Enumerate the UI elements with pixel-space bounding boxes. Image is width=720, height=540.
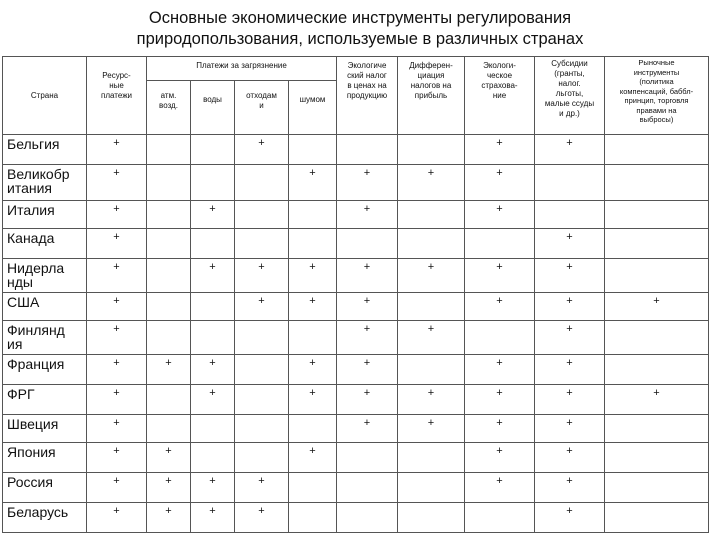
mark-cell xyxy=(235,259,289,293)
mark-cell xyxy=(465,135,535,165)
mark-cell xyxy=(235,201,289,229)
mark-cell xyxy=(337,321,398,355)
mark-cell xyxy=(87,321,147,355)
plus-mark: + xyxy=(363,167,371,179)
table-body xyxy=(3,57,709,533)
mark-cell xyxy=(465,229,535,259)
country-cell: Нидерла нды xyxy=(3,259,87,293)
plus-mark: + xyxy=(363,357,371,369)
header-subsidies: Субсидии (гранты, налог. льготы, малые ссуды и др.) xyxy=(535,57,605,135)
plus-mark: + xyxy=(113,445,120,457)
plus-mark: + xyxy=(566,357,573,369)
plus-mark: + xyxy=(566,475,573,487)
mark-cell xyxy=(191,355,235,385)
mark-cell xyxy=(235,355,289,385)
mark-cell xyxy=(147,385,191,415)
plus-mark: + xyxy=(309,167,316,179)
mark-cell xyxy=(87,473,147,503)
mark-cell xyxy=(337,503,398,533)
header-resource-payments: Ресурс- ные платежи xyxy=(87,57,147,135)
mark-cell xyxy=(605,293,709,321)
country-cell: Канада xyxy=(3,229,87,259)
mark-cell xyxy=(191,165,235,201)
mark-cell xyxy=(87,165,147,201)
plus-mark: + xyxy=(165,505,172,517)
table-row xyxy=(3,165,709,201)
mark-cell xyxy=(235,135,289,165)
mark-cell xyxy=(191,229,235,259)
plus-mark: + xyxy=(113,323,120,335)
mark-cell xyxy=(191,321,235,355)
plus-mark: + xyxy=(363,295,371,307)
country-cell: ФРГ xyxy=(3,385,87,415)
mark-cell xyxy=(147,443,191,473)
plus-mark: + xyxy=(113,137,120,149)
plus-mark: + xyxy=(209,203,216,215)
mark-cell xyxy=(465,415,535,443)
plus-mark: + xyxy=(427,323,435,335)
mark-cell xyxy=(535,385,605,415)
mark-cell xyxy=(337,473,398,503)
mark-cell xyxy=(398,503,465,533)
plus-mark: + xyxy=(566,323,573,335)
mark-cell xyxy=(147,503,191,533)
mark-cell xyxy=(465,385,535,415)
mark-cell xyxy=(398,415,465,443)
mark-cell xyxy=(465,259,535,293)
mark-cell xyxy=(289,259,337,293)
mark-cell xyxy=(605,415,709,443)
plus-mark: + xyxy=(496,167,503,179)
mark-cell xyxy=(398,135,465,165)
table-row xyxy=(3,473,709,503)
mark-cell xyxy=(147,259,191,293)
plus-mark: + xyxy=(427,167,435,179)
plus-mark: + xyxy=(165,475,172,487)
table-row xyxy=(3,259,709,293)
mark-cell xyxy=(235,229,289,259)
mark-cell xyxy=(337,385,398,415)
plus-mark: + xyxy=(427,387,435,399)
plus-mark: + xyxy=(258,295,265,307)
country-cell: Великобр итания xyxy=(3,165,87,201)
mark-cell xyxy=(605,201,709,229)
mark-cell xyxy=(605,443,709,473)
country-cell: Италия xyxy=(3,201,87,229)
mark-cell xyxy=(289,503,337,533)
plus-mark: + xyxy=(113,295,120,307)
plus-mark: + xyxy=(209,357,216,369)
table-row xyxy=(3,503,709,533)
mark-cell xyxy=(87,503,147,533)
mark-cell xyxy=(535,443,605,473)
mark-cell xyxy=(289,385,337,415)
mark-cell xyxy=(535,415,605,443)
plus-mark: + xyxy=(113,261,120,273)
mark-cell xyxy=(605,229,709,259)
plus-mark: + xyxy=(113,505,120,517)
country-cell: Россия xyxy=(3,473,87,503)
mark-cell xyxy=(147,165,191,201)
table-row xyxy=(3,201,709,229)
plus-mark: + xyxy=(566,261,573,273)
mark-cell xyxy=(605,503,709,533)
table-row xyxy=(3,443,709,473)
plus-mark: + xyxy=(653,295,660,307)
plus-mark: + xyxy=(113,203,120,215)
mark-cell xyxy=(535,355,605,385)
country-cell: Финлянд ия xyxy=(3,321,87,355)
table-row xyxy=(3,415,709,443)
plus-mark: + xyxy=(309,295,316,307)
mark-cell xyxy=(337,293,398,321)
mark-cell xyxy=(289,473,337,503)
mark-cell xyxy=(235,385,289,415)
mark-cell xyxy=(465,165,535,201)
mark-cell xyxy=(289,135,337,165)
mark-cell xyxy=(605,135,709,165)
mark-cell xyxy=(535,259,605,293)
plus-mark: + xyxy=(309,357,316,369)
plus-mark: + xyxy=(363,417,371,429)
mark-cell xyxy=(191,503,235,533)
header-differentiated-tax: Дифферен- циация налогов на прибыль xyxy=(398,57,465,135)
mark-cell xyxy=(605,385,709,415)
plus-mark: + xyxy=(113,167,120,179)
mark-cell xyxy=(337,135,398,165)
country-cell: Япония xyxy=(3,443,87,473)
mark-cell xyxy=(147,355,191,385)
table-row xyxy=(3,293,709,321)
mark-cell xyxy=(465,201,535,229)
mark-cell xyxy=(465,321,535,355)
plus-mark: + xyxy=(566,137,573,149)
mark-cell xyxy=(235,165,289,201)
plus-mark: + xyxy=(566,295,573,307)
mark-cell xyxy=(235,415,289,443)
instruments-table xyxy=(2,56,709,533)
mark-cell xyxy=(535,473,605,503)
plus-mark: + xyxy=(496,137,503,149)
header-noise: шумом xyxy=(289,81,337,135)
country-cell: Беларусь xyxy=(3,503,87,533)
mark-cell xyxy=(87,415,147,443)
mark-cell xyxy=(235,443,289,473)
mark-cell xyxy=(535,293,605,321)
mark-cell xyxy=(289,165,337,201)
mark-cell xyxy=(398,165,465,201)
mark-cell xyxy=(147,321,191,355)
mark-cell xyxy=(147,415,191,443)
mark-cell xyxy=(191,293,235,321)
table-row xyxy=(3,135,709,165)
plus-mark: + xyxy=(113,231,120,243)
mark-cell xyxy=(289,355,337,385)
mark-cell xyxy=(289,321,337,355)
plus-mark: + xyxy=(209,261,216,273)
mark-cell xyxy=(87,229,147,259)
header-eco-tax: Экологиче ский налог в ценах на продукцию xyxy=(337,57,398,135)
mark-cell xyxy=(191,385,235,415)
mark-cell xyxy=(191,443,235,473)
plus-mark: + xyxy=(258,261,265,273)
mark-cell xyxy=(337,355,398,385)
header-row-1 xyxy=(3,57,709,81)
mark-cell xyxy=(87,259,147,293)
mark-cell xyxy=(147,135,191,165)
header-pollution-payments: Платежи за загрязнение xyxy=(147,57,337,81)
mark-cell xyxy=(535,229,605,259)
plus-mark: + xyxy=(209,475,216,487)
plus-mark: + xyxy=(653,387,660,399)
plus-mark: + xyxy=(496,475,503,487)
plus-mark: + xyxy=(209,505,216,517)
header-water: воды xyxy=(191,81,235,135)
mark-cell xyxy=(535,503,605,533)
header-waste: отходам и xyxy=(235,81,289,135)
mark-cell xyxy=(87,293,147,321)
plus-mark: + xyxy=(496,445,503,457)
mark-cell xyxy=(535,165,605,201)
mark-cell xyxy=(147,293,191,321)
mark-cell xyxy=(605,259,709,293)
plus-mark: + xyxy=(113,357,120,369)
plus-mark: + xyxy=(258,475,265,487)
mark-cell xyxy=(337,229,398,259)
plus-mark: + xyxy=(258,137,265,149)
plus-mark: + xyxy=(496,203,503,215)
mark-cell xyxy=(235,503,289,533)
plus-mark: + xyxy=(363,261,371,273)
plus-mark: + xyxy=(427,261,435,273)
mark-cell xyxy=(337,415,398,443)
mark-cell xyxy=(289,293,337,321)
mark-cell xyxy=(398,473,465,503)
mark-cell xyxy=(337,165,398,201)
table-row xyxy=(3,385,709,415)
plus-mark: + xyxy=(566,505,573,517)
plus-mark: + xyxy=(165,357,172,369)
mark-cell xyxy=(289,415,337,443)
mark-cell xyxy=(87,201,147,229)
header-market-instruments: Рыночные инструменты (политика компенсаций, баббл- принцип, торговля правами на выбросы) xyxy=(605,57,709,135)
plus-mark: + xyxy=(113,475,120,487)
mark-cell xyxy=(605,355,709,385)
plus-mark: + xyxy=(363,387,371,399)
mark-cell xyxy=(235,473,289,503)
mark-cell xyxy=(191,135,235,165)
country-cell: США xyxy=(3,293,87,321)
mark-cell xyxy=(191,201,235,229)
plus-mark: + xyxy=(209,387,216,399)
mark-cell xyxy=(398,385,465,415)
mark-cell xyxy=(147,229,191,259)
page-title xyxy=(0,8,720,50)
plus-mark: + xyxy=(496,295,503,307)
plus-mark: + xyxy=(496,261,503,273)
mark-cell xyxy=(535,135,605,165)
mark-cell xyxy=(535,201,605,229)
plus-mark: + xyxy=(309,261,316,273)
mark-cell xyxy=(337,443,398,473)
mark-cell xyxy=(398,259,465,293)
country-cell: Швеция xyxy=(3,415,87,443)
mark-cell xyxy=(87,443,147,473)
mark-cell xyxy=(87,355,147,385)
mark-cell xyxy=(398,201,465,229)
mark-cell xyxy=(605,165,709,201)
mark-cell xyxy=(191,473,235,503)
plus-mark: + xyxy=(566,387,573,399)
mark-cell xyxy=(191,415,235,443)
mark-cell xyxy=(191,259,235,293)
mark-cell xyxy=(398,229,465,259)
mark-cell xyxy=(87,385,147,415)
mark-cell xyxy=(87,135,147,165)
mark-cell xyxy=(289,229,337,259)
mark-cell xyxy=(605,321,709,355)
plus-mark: + xyxy=(258,505,265,517)
mark-cell xyxy=(465,443,535,473)
mark-cell xyxy=(289,443,337,473)
mark-cell xyxy=(147,473,191,503)
header-country: Страна xyxy=(3,57,87,135)
table-row xyxy=(3,229,709,259)
mark-cell xyxy=(535,321,605,355)
plus-mark: + xyxy=(363,323,371,335)
mark-cell xyxy=(465,355,535,385)
mark-cell xyxy=(398,293,465,321)
mark-cell xyxy=(398,355,465,385)
mark-cell xyxy=(465,503,535,533)
plus-mark: + xyxy=(566,445,573,457)
plus-mark: + xyxy=(113,387,120,399)
mark-cell xyxy=(337,259,398,293)
mark-cell xyxy=(398,321,465,355)
table-row xyxy=(3,321,709,355)
plus-mark: + xyxy=(113,417,120,429)
plus-mark: + xyxy=(309,387,316,399)
country-cell: Франция xyxy=(3,355,87,385)
plus-mark: + xyxy=(566,231,573,243)
title-line-2: природопользования, используемые в различных странах xyxy=(136,30,584,48)
plus-mark: + xyxy=(165,445,172,457)
mark-cell xyxy=(605,473,709,503)
plus-mark: + xyxy=(566,417,573,429)
mark-cell xyxy=(147,201,191,229)
plus-mark: + xyxy=(496,387,503,399)
country-cell: Бельгия xyxy=(3,135,87,165)
mark-cell xyxy=(465,293,535,321)
plus-mark: + xyxy=(363,203,371,215)
mark-cell xyxy=(398,443,465,473)
plus-mark: + xyxy=(496,417,503,429)
mark-cell xyxy=(465,473,535,503)
plus-mark: + xyxy=(496,357,503,369)
table-row xyxy=(3,355,709,385)
header-air: атм. возд. xyxy=(147,81,191,135)
plus-mark: + xyxy=(309,445,316,457)
mark-cell xyxy=(235,321,289,355)
mark-cell xyxy=(235,293,289,321)
plus-mark: + xyxy=(427,417,435,429)
title-line-1: Основные экономические инструменты регулирования xyxy=(148,9,572,27)
mark-cell xyxy=(289,201,337,229)
mark-cell xyxy=(337,201,398,229)
header-eco-insurance: Экологи- ческое страхова- ние xyxy=(465,57,535,135)
